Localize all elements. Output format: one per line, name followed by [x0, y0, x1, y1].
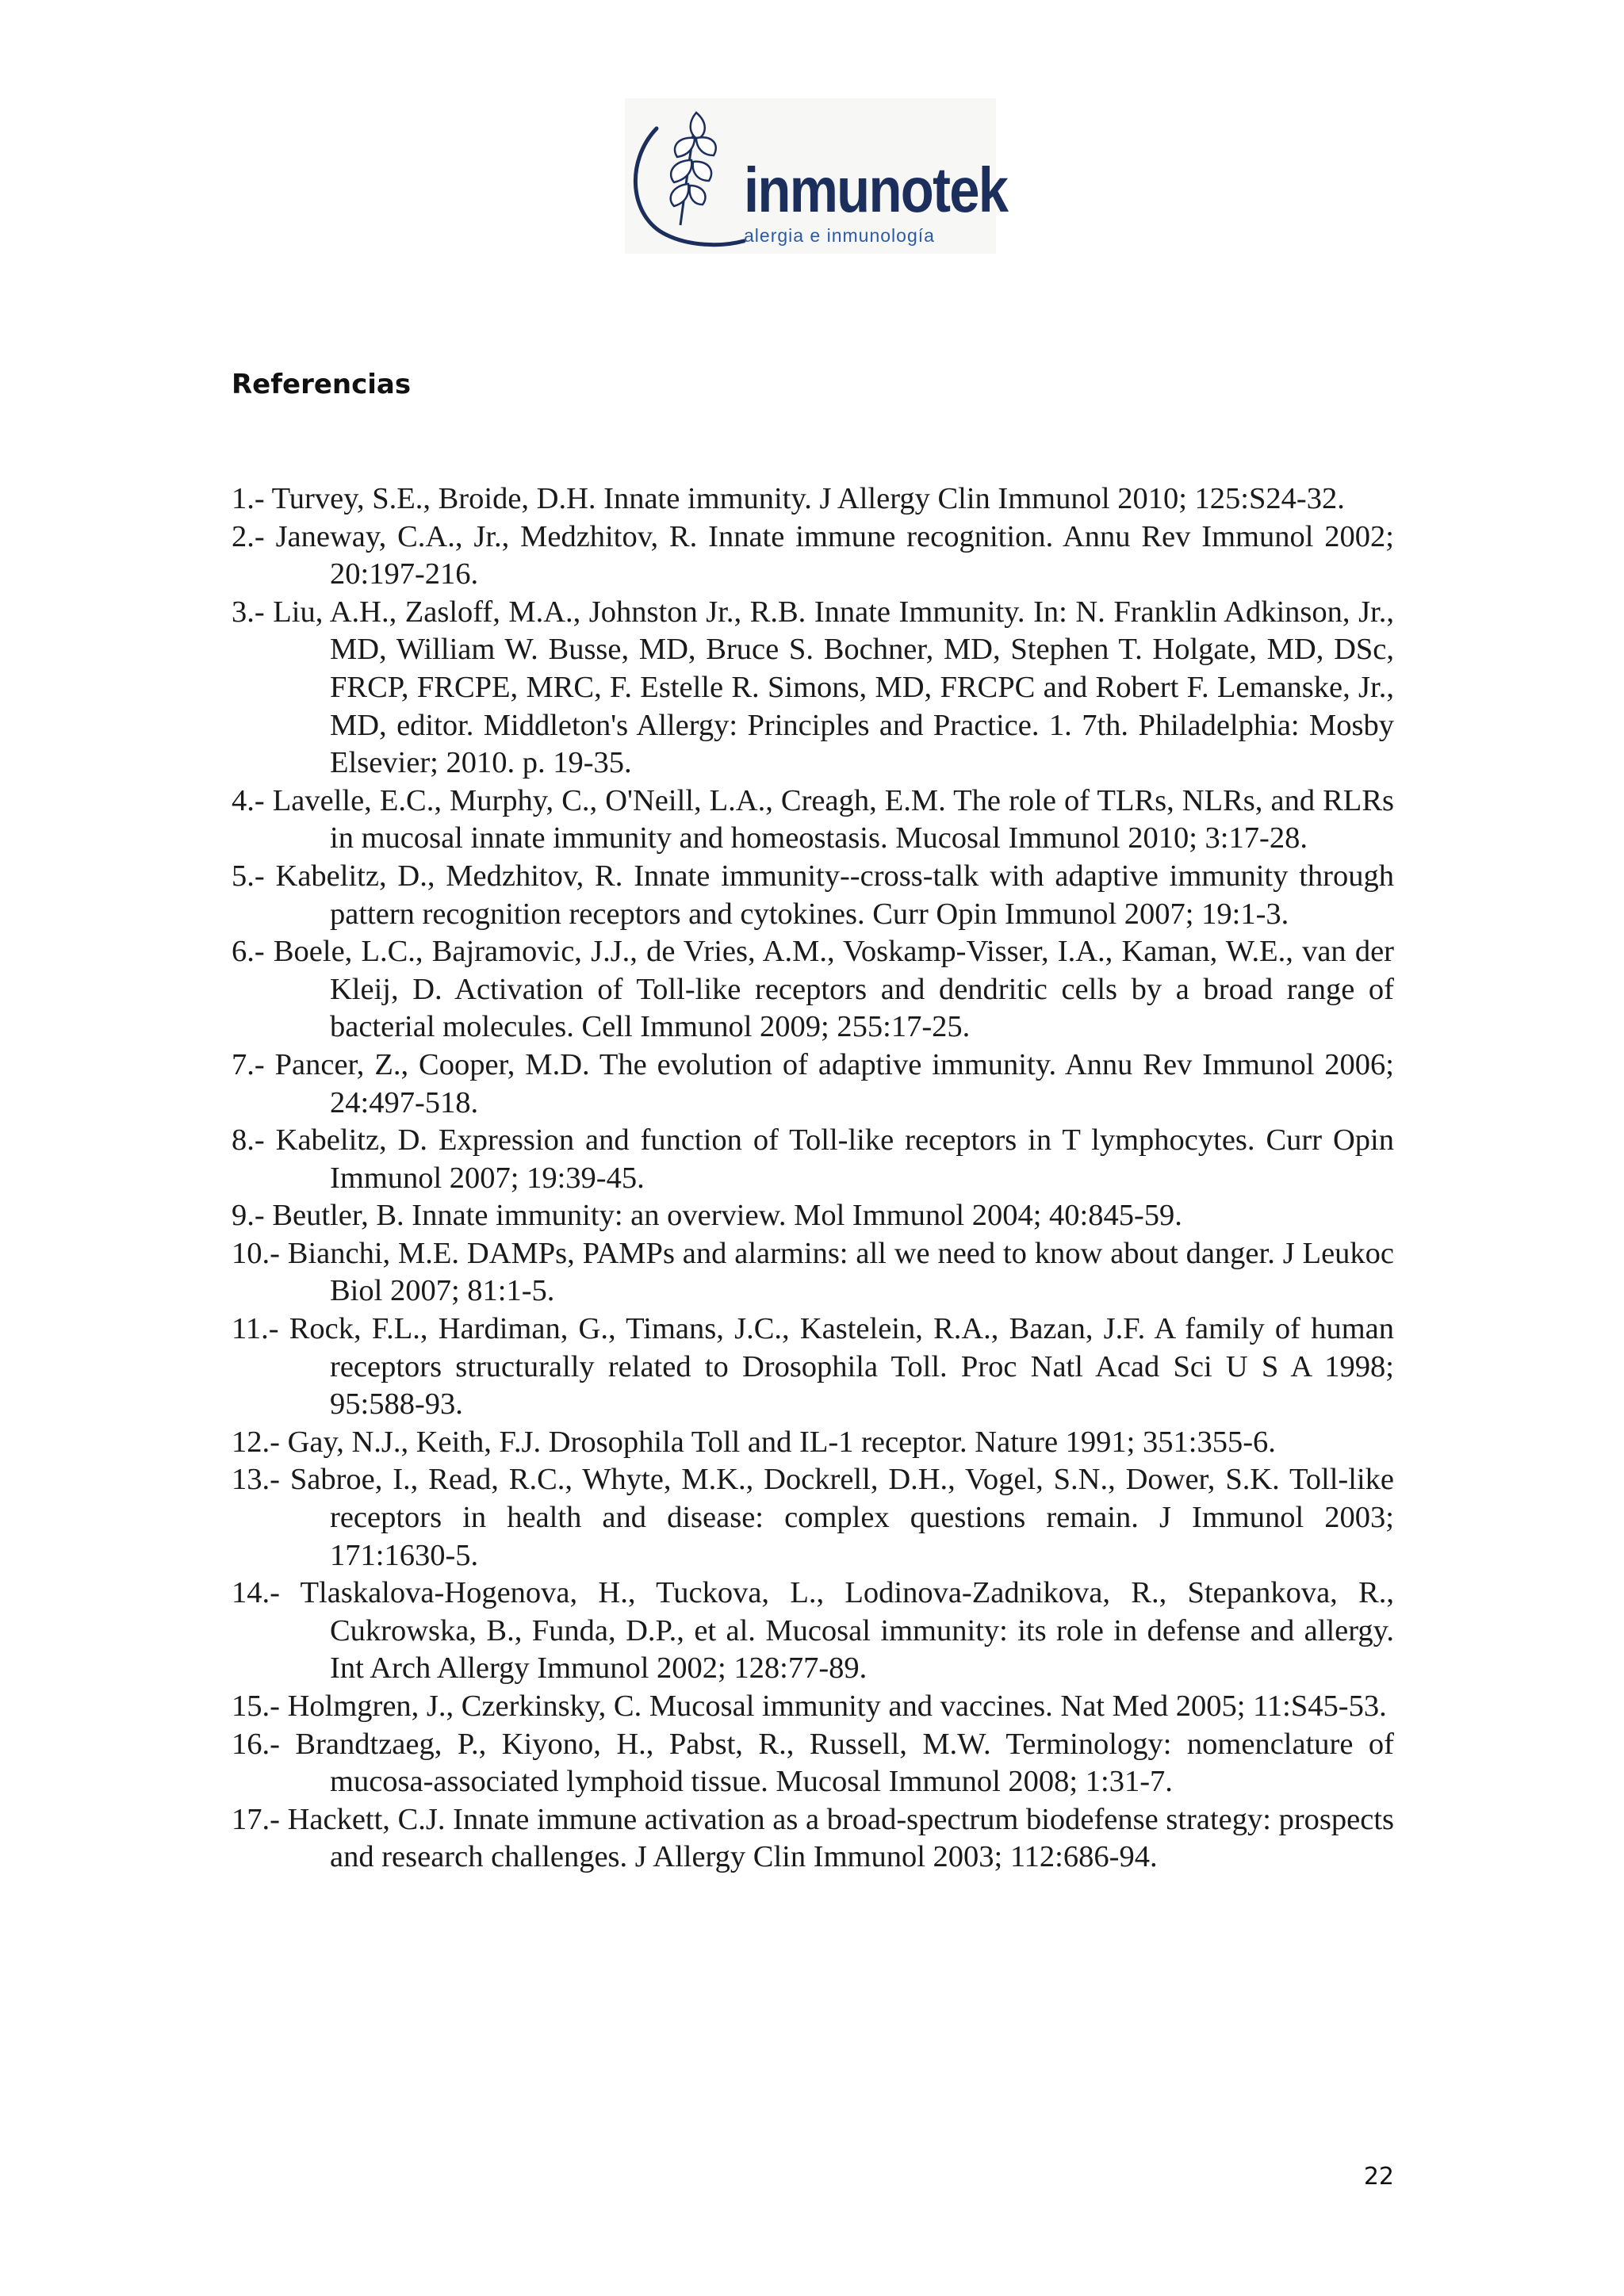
section-heading: Referencias: [232, 369, 412, 400]
brand-tagline: alergia e inmunología: [744, 225, 935, 246]
reference-item: 17.- Hackett, C.J. Innate immune activation as a broad-spectrum biodefense strategy: prospects and research challenges. J Allergy Clin Immunol 2003; 112:686-94.: [232, 1802, 1394, 1874]
page-number: 22: [1363, 2163, 1394, 2191]
reference-item: 4.- Lavelle, E.C., Murphy, C., O'Neill, L.A., Creagh, E.M. The role of TLRs, NLRs, and RLRs in mucosal innate immunity and homeostasis. Mucosal Immunol 2010; 3:17-28.: [232, 783, 1394, 855]
reference-item: 8.- Kabelitz, D. Expression and function of Toll-like receptors in T lymphocytes. Curr Opin Immunol 2007; 19:39-45.: [232, 1123, 1394, 1195]
reference-item: 10.- Bianchi, M.E. DAMPs, PAMPs and alarmins: all we need to know about danger. J Leukoc Biol 2007; 81:1-5.: [232, 1236, 1394, 1308]
reference-item: 9.- Beutler, B. Innate immunity: an overview. Mol Immunol 2004; 40:845-59.: [232, 1199, 1182, 1233]
reference-item: 15.- Holmgren, J., Czerkinsky, C. Mucosal immunity and vaccines. Nat Med 2005; 11:S45-53.: [232, 1689, 1387, 1723]
reference-item: 11.- Rock, F.L., Hardiman, G., Timans, J.C., Kastelein, R.A., Bazan, J.F. A family of human receptors structurally related to Drosophila Toll. Proc Natl Acad Sci U S A 1998; 95:588-93.: [232, 1312, 1394, 1422]
reference-item: 7.- Pancer, Z., Cooper, M.D. The evolution of adaptive immunity. Annu Rev Immunol 2006; 24:497-518.: [232, 1047, 1394, 1119]
reference-item: 6.- Boele, L.C., Bajramovic, J.J., de Vries, A.M., Voskamp-Visser, I.A., Kaman, W.E., van der Kleij, D. Activation of Toll-like receptors and dendritic cells by a broad range of bacterial molecules. Cell Immunol 2009; 255:17-25.: [232, 935, 1394, 1044]
brand-wordmark: inmunotek: [744, 155, 1008, 225]
reference-item: 1.- Turvey, S.E., Broide, D.H. Innate immunity. J Allergy Clin Immunol 2010; 125:S24-32.: [232, 482, 1345, 515]
reference-item: 2.- Janeway, C.A., Jr., Medzhitov, R. Innate immune recognition. Annu Rev Immunol 2002; 20:197-216.: [232, 519, 1394, 591]
reference-item: 14.- Tlaskalova-Hogenova, H., Tuckova, L., Lodinova-Zadnikova, R., Stepankova, R., Cukrowska, B., Funda, D.P., et al. Mucosal immunity: its role in defense and allergy. Int Arch Allergy Immunol 2002; 128:77-89.: [232, 1576, 1394, 1686]
inmunotek-logo: [625, 98, 1008, 254]
reference-item: 3.- Liu, A.H., Zasloff, M.A., Johnston Jr., R.B. Innate Immunity. In: N. Franklin Adkinson, Jr., MD, William W. Busse, MD, Bruce S. Bochner, MD, Stephen T. Holgate, MD, DSc, FRCP, FRCPE, MRC, F. Estelle R. Simons, MD, FRCPC and Robert F. Lemanske, Jr., MD, editor. Middleton's Allergy: Principles and Practice. 1. 7th. Philadelphia: Mosby Elsevier; 2010. p. 19-35.: [232, 595, 1394, 780]
reference-item: 16.- Brandtzaeg, P., Kiyono, H., Pabst, R., Russell, M.W. Terminology: nomenclature of mucosa-associated lymphoid tissue. Mucosal Immunol 2008; 1:31-7.: [232, 1727, 1394, 1799]
reference-list: [232, 480, 1394, 1877]
reference-item: 13.- Sabroe, I., Read, R.C., Whyte, M.K., Dockrell, D.H., Vogel, S.N., Dower, S.K. Toll-like receptors in health and disease: complex questions remain. J Immunol 2003; 171:1630-5.: [232, 1463, 1394, 1572]
reference-item: 5.- Kabelitz, D., Medzhitov, R. Innate immunity--cross-talk with adaptive immunity through pattern recognition receptors and cytokines. Curr Opin Immunol 2007; 19:1-3.: [232, 859, 1394, 931]
reference-item: 12.- Gay, N.J., Keith, F.J. Drosophila Toll and IL-1 receptor. Nature 1991; 351:355-6.: [232, 1425, 1276, 1459]
